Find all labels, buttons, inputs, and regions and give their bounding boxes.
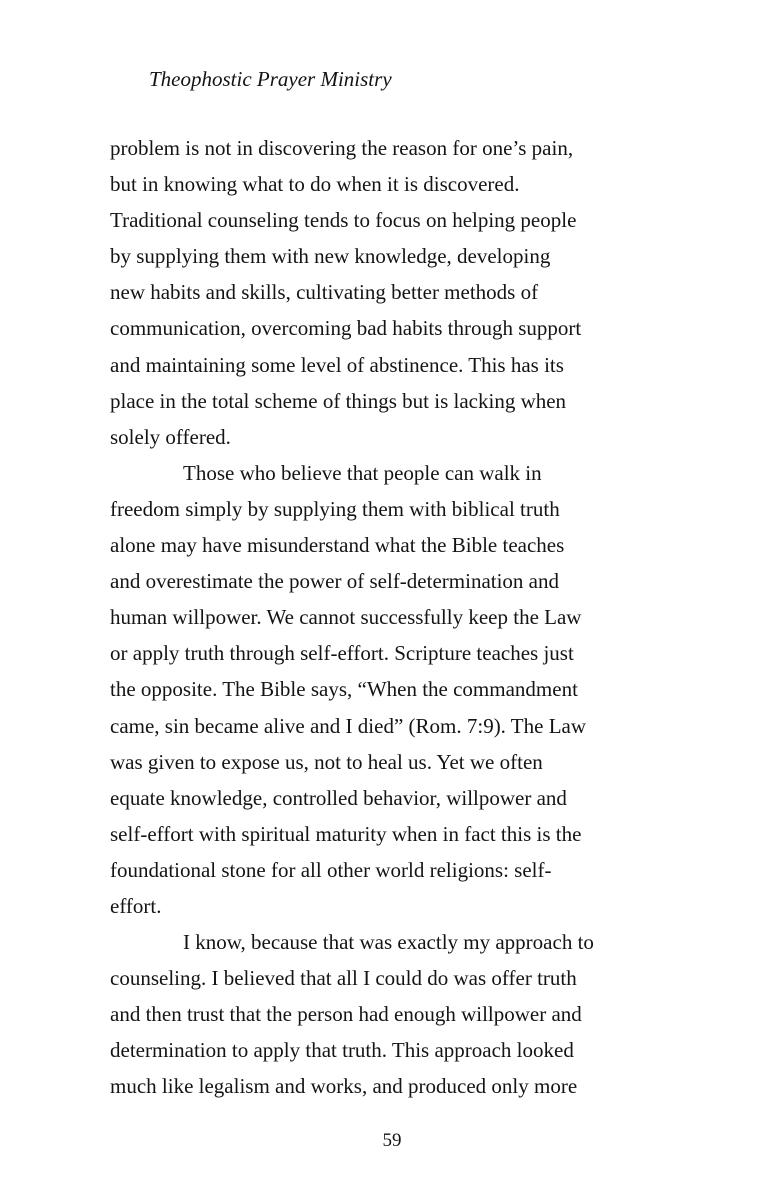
body-text — [110, 130, 690, 1105]
text-line: determination to apply that truth. This approach looked — [110, 1038, 574, 1063]
text-line: equate knowledge, controlled behavior, willpower and — [110, 785, 567, 810]
text-line: problem is not in discovering the reason for one’s pain, — [110, 136, 574, 160]
running-header-title: Theophostic Prayer Ministry — [149, 67, 392, 91]
text-line: and overestimate the power of self-determination and — [110, 569, 559, 594]
paragraph-first-line: Those who believe that people can walk in — [183, 460, 542, 485]
text-line: came, sin became alive and I died” (Rom. 7:9). The Law — [110, 713, 587, 738]
text-line: the opposite. The Bible says, “When the commandment — [110, 677, 578, 702]
text-line: was given to expose us, not to heal us. Yet we often — [110, 749, 543, 774]
text-line: freedom simply by supplying them with biblical truth — [110, 496, 560, 521]
text-line: or apply truth through self-effort. Scripture teaches just — [110, 641, 574, 666]
text-line: solely offered. — [110, 424, 231, 449]
page-number: 59 — [382, 1130, 402, 1151]
text-line: counseling. I believed that all I could do was offer truth — [110, 966, 577, 991]
text-line: and then trust that the person had enough willpower and — [110, 1002, 582, 1027]
text-line: human willpower. We cannot successfully keep the Law — [110, 605, 582, 630]
text-line: new habits and skills, cultivating better methods of — [110, 280, 539, 305]
text-line: effort. — [110, 893, 162, 918]
text-line: but in knowing what to do when it is discovered. — [110, 172, 520, 197]
text-line: place in the total scheme of things but is lacking when — [110, 388, 567, 413]
text-line: communication, overcoming bad habits through support — [110, 316, 582, 341]
text-line: much like legalism and works, and produced only more — [110, 1074, 578, 1099]
text-line: alone may have misunderstand what the Bible teaches — [110, 533, 565, 558]
text-line: and maintaining some level of abstinence. This has its — [110, 352, 564, 377]
text-line: by supplying them with new knowledge, developing — [110, 244, 551, 269]
text-line: Traditional counseling tends to focus on helping people — [110, 208, 577, 233]
paragraph-first-line: I know, because that was exactly my approach to — [183, 930, 594, 955]
text-line: self-effort with spiritual maturity when in fact this is the — [110, 821, 582, 846]
text-line: foundational stone for all other world religions: self- — [110, 857, 552, 882]
